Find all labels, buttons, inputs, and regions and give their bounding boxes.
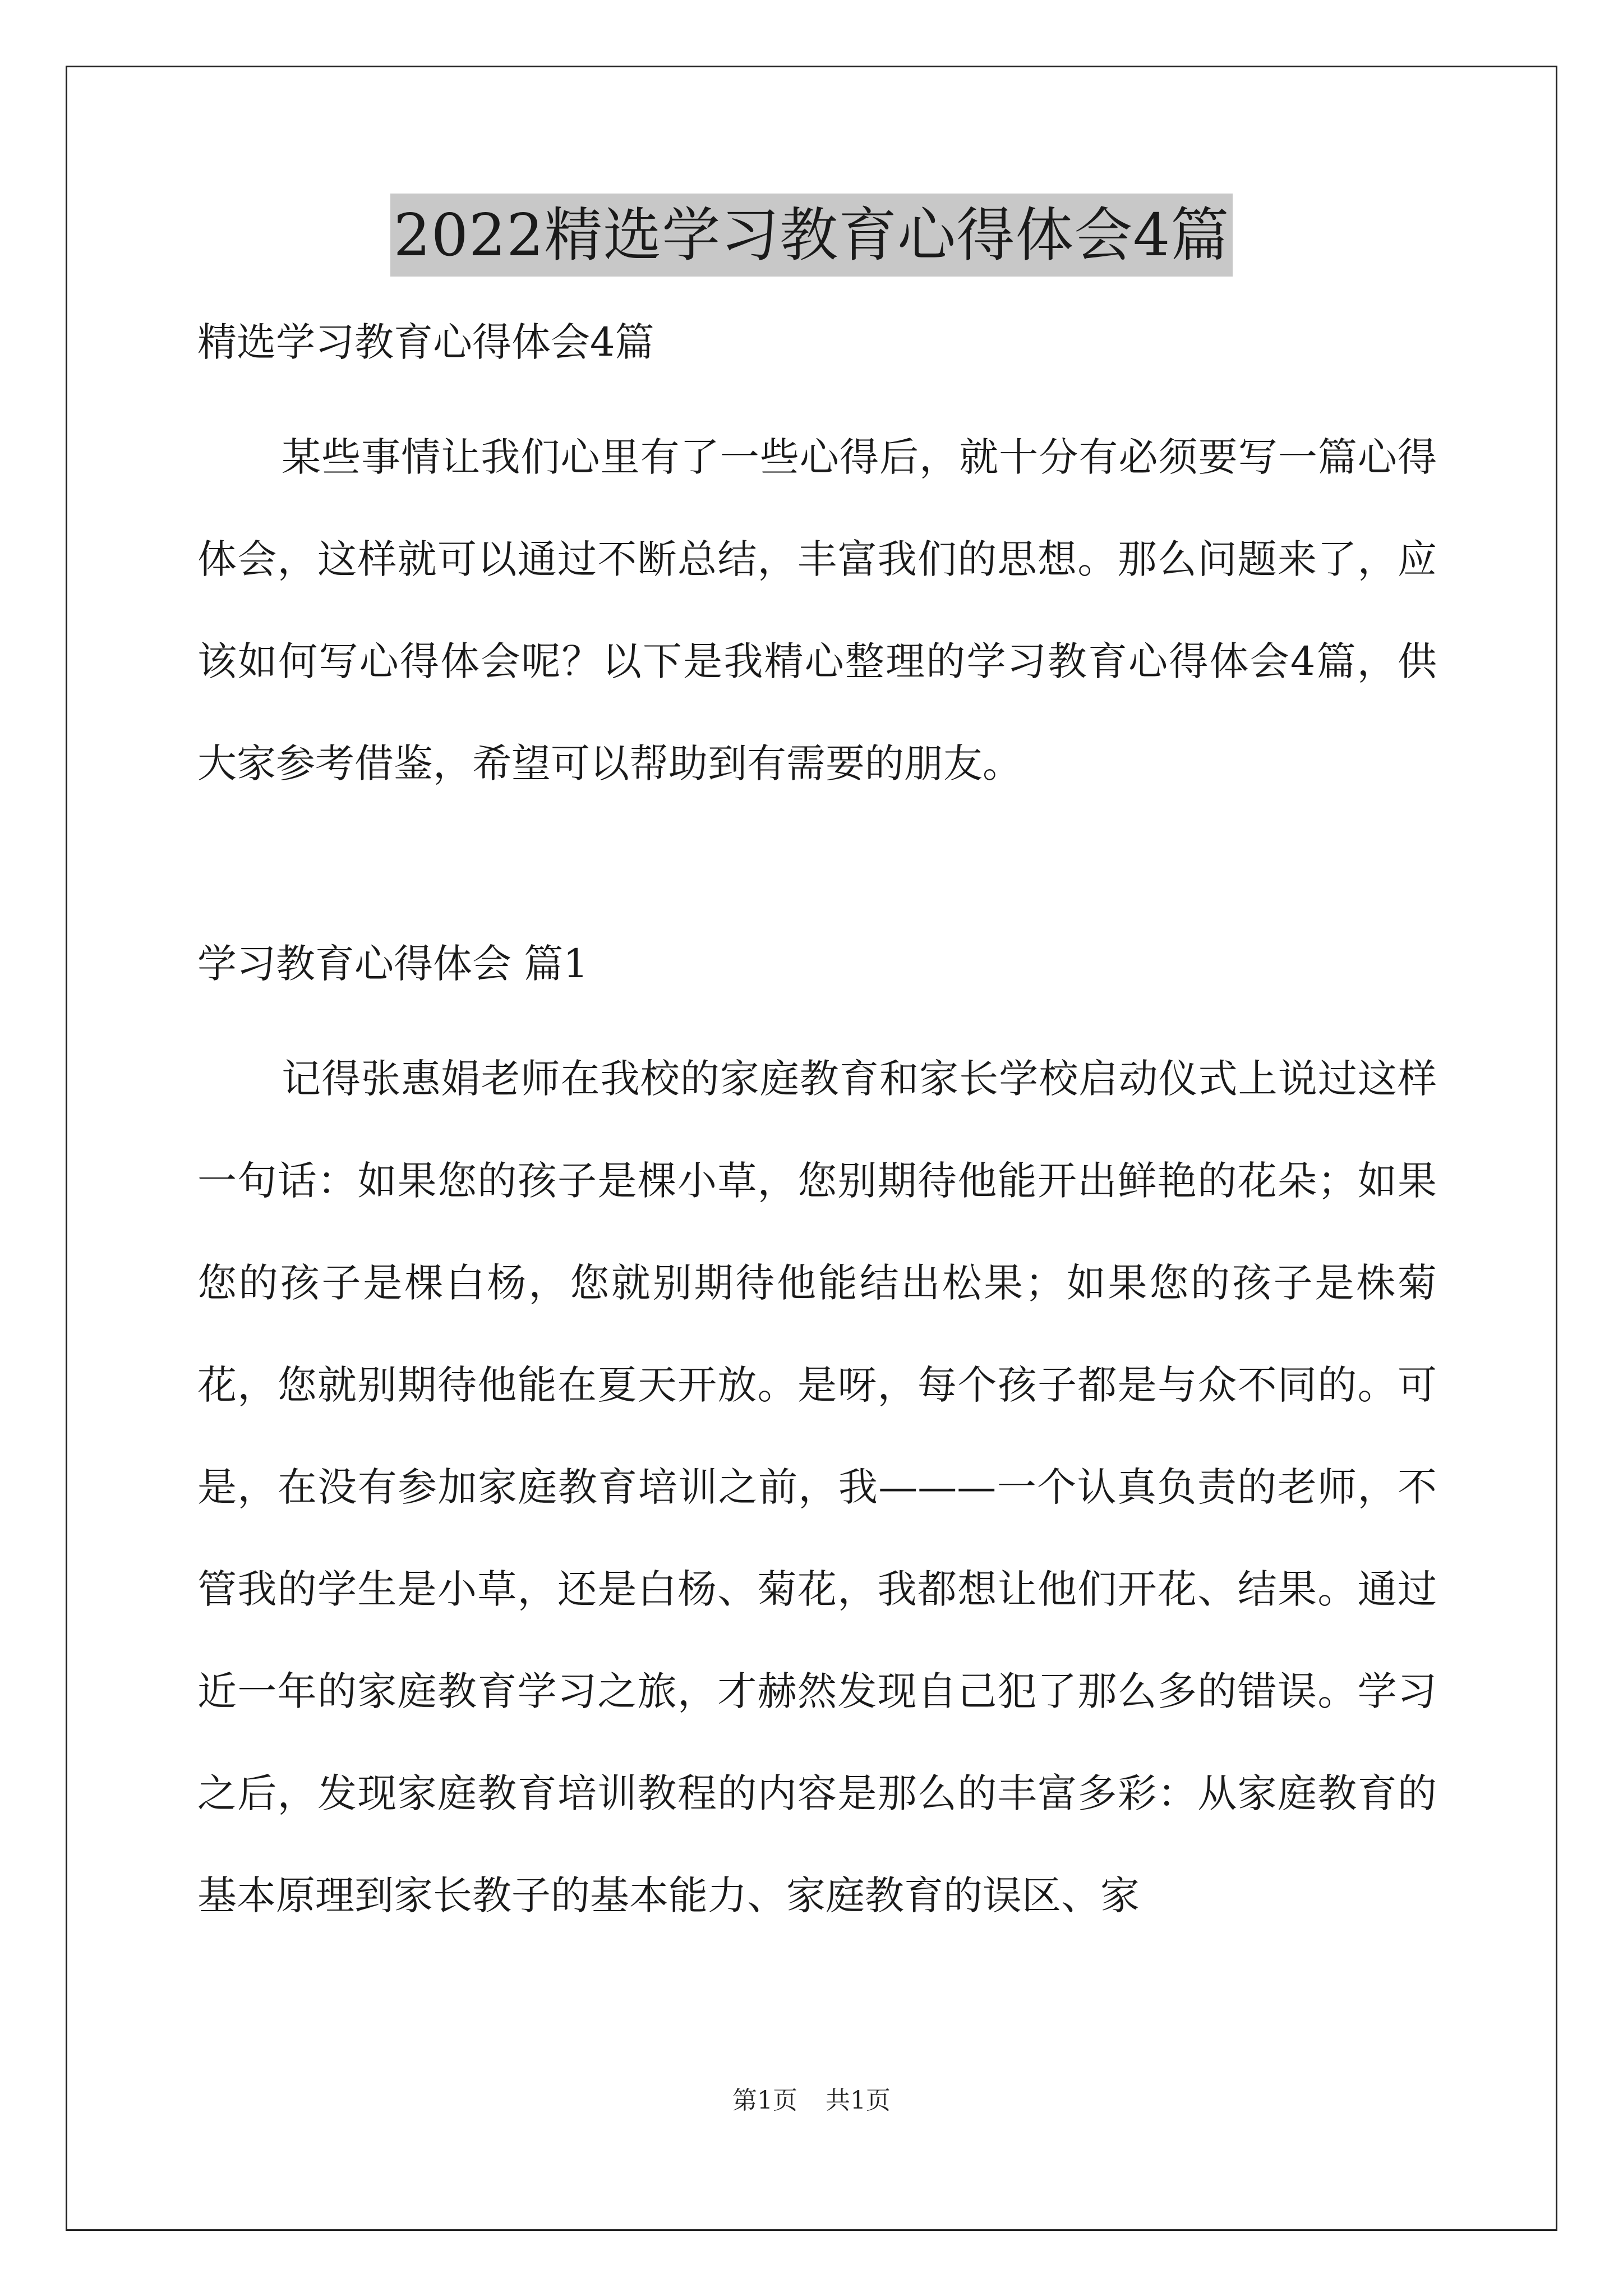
document-body — [197, 297, 1437, 1947]
document-title: 2022精选学习教育心得体会4篇 — [390, 194, 1233, 277]
intro-paragraph: 某些事情让我们心里有了一些心得后，就十分有必须要写一篇心得体会，这样就可以通过不断总结，丰富我们的思想。那么问题来了，应该如何写心得体会呢？以下是我精心整理的学习教育心得体会4篇，供大家参考借鉴，希望可以帮助到有需要的朋友。 — [197, 434, 1437, 786]
page-number: 第1页 — [732, 2086, 797, 2115]
document-subtitle: 精选学习教育心得体会4篇 — [197, 319, 654, 365]
section-heading: 学习教育心得体会 篇1 — [197, 941, 588, 987]
title-wrapper — [0, 194, 1623, 277]
page-total: 共1页 — [826, 2086, 891, 2115]
section-paragraph: 记得张惠娟老师在我校的家庭教育和家长学校启动仪式上说过这样一句话：如果您的孩子是棵小草，您别期待他能开出鲜艳的花朵；如果您的孩子是棵白杨，您就别期待他能结出松果；如果您的孩子是株菊花，您就别期待他能在夏天开放。是呀，每个孩子都是与众不同的。可是，在没有参加家庭教育培训之前，我———一个认真负责的老师，不管我的学生是小草，还是白杨、菊花，我都想让他们开花、结果。通过近一年的家庭教育学习之旅，才赫然发现自己犯了那么多的错误。学习之后，发现家庭教育培训教程的内容是那么的丰富多彩：从家庭教育的基本原理到家长教子的基本能力、家庭教育的误区、家 — [197, 1056, 1437, 1918]
page-footer — [0, 2084, 1623, 2118]
